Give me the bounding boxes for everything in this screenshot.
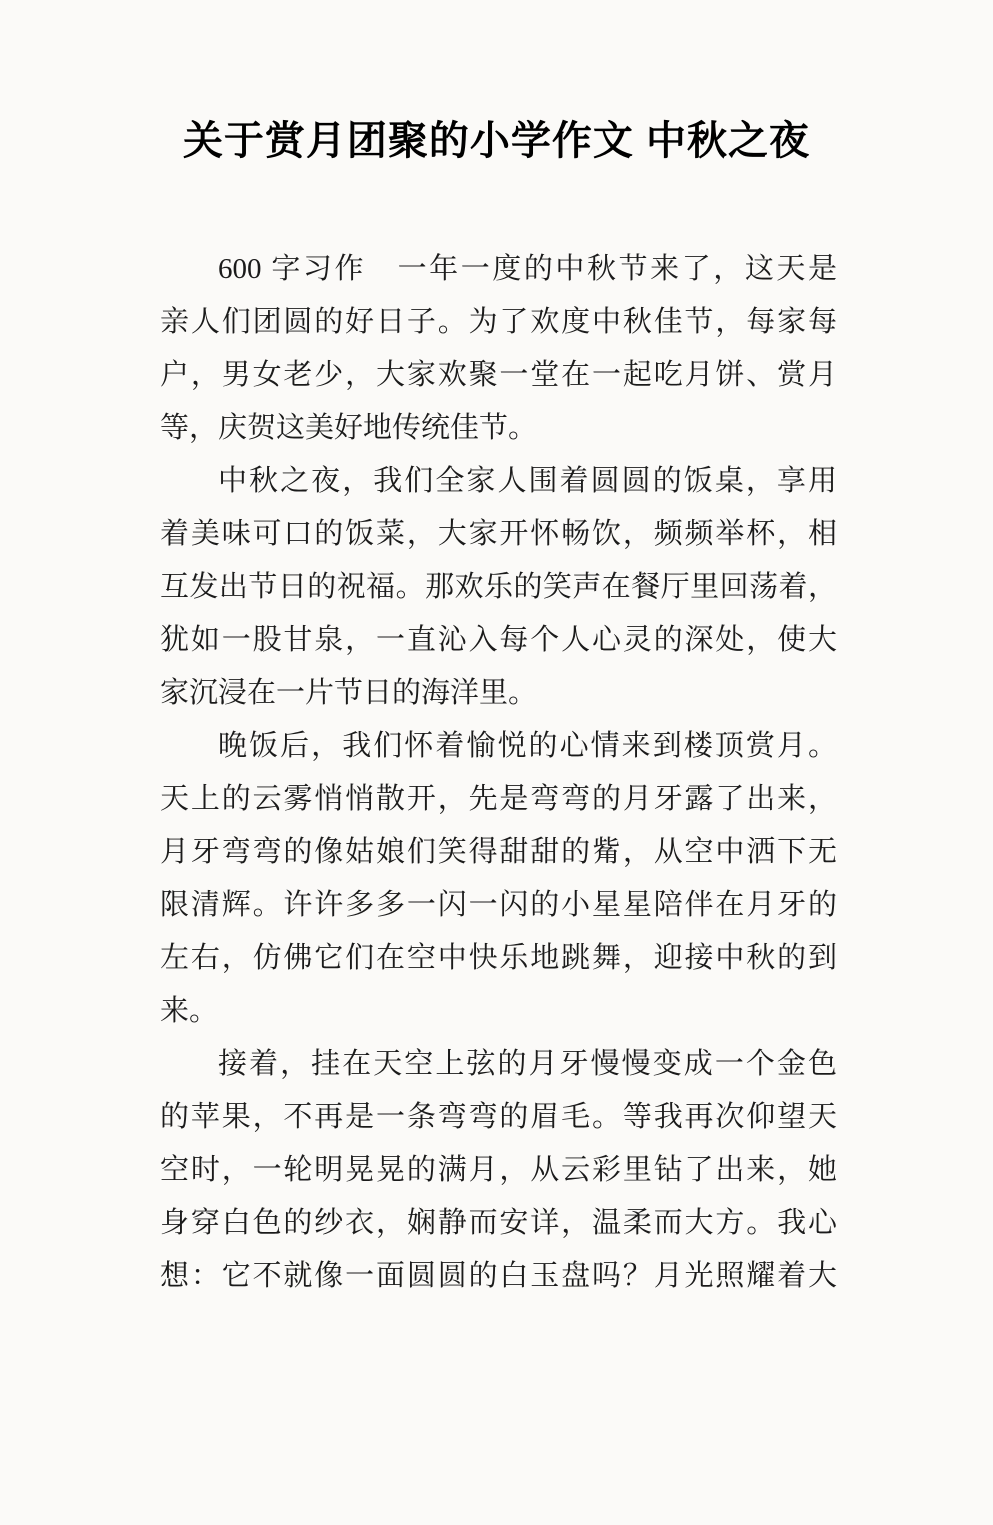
text-line: 月牙弯弯的像姑娘们笑得甜甜的觜，从空中洒下无 <box>160 836 837 868</box>
text-line: 600 字习作 一年一度的中秋节来了，这天是 <box>218 253 837 285</box>
page-title: 关于赏月团聚的小学作文 中秋之夜 <box>182 119 811 163</box>
document-page <box>0 121 993 1525</box>
text-line: 空时，一轮明晃晃的满月，从云彩里钻了出来，她 <box>160 1154 837 1186</box>
text-line: 户，男女老少，大家欢聚一堂在一起吃月饼、赏月 <box>160 359 837 391</box>
text-line: 中秋之夜，我们全家人围着圆圆的饭桌，享用 <box>218 465 837 497</box>
document-body <box>0 243 993 1303</box>
text-line: 来。 <box>160 995 219 1027</box>
text-line: 着美味可口的饭菜，大家开怀畅饮，频频举杯，相 <box>160 518 837 550</box>
text-line: 身穿白色的纱衣，娴静而安详，温柔而大方。我心 <box>160 1207 837 1239</box>
text-line: 晚饭后，我们怀着愉悦的心情来到楼顶赏月。 <box>218 730 837 762</box>
text-line: 想：它不就像一面圆圆的白玉盘吗？月光照耀着大 <box>160 1260 837 1292</box>
text-line: 犹如一股甘泉，一直沁入每个人心灵的深处，使大 <box>160 624 837 656</box>
text-line: 左右，仿佛它们在空中快乐地跳舞，迎接中秋的到 <box>160 942 837 974</box>
text-line: 限清辉。许许多多一闪一闪的小星星陪伴在月牙的 <box>160 889 837 921</box>
text-line: 的苹果，不再是一条弯弯的眉毛。等我再次仰望天 <box>160 1101 837 1133</box>
text-line: 等，庆贺这美好地传统佳节。 <box>160 412 538 444</box>
text-line: 天上的云雾悄悄散开，先是弯弯的月牙露了出来， <box>160 783 837 815</box>
text-line: 家沉浸在一片节日的海洋里。 <box>160 677 538 709</box>
text-line: 接着，挂在天空上弦的月牙慢慢变成一个金色 <box>218 1048 837 1080</box>
text-line: 亲人们团圆的好日子。为了欢度中秋佳节，每家每 <box>160 306 837 338</box>
text-line: 互发出节日的祝福。那欢乐的笑声在餐厅里回荡着， <box>160 571 837 603</box>
